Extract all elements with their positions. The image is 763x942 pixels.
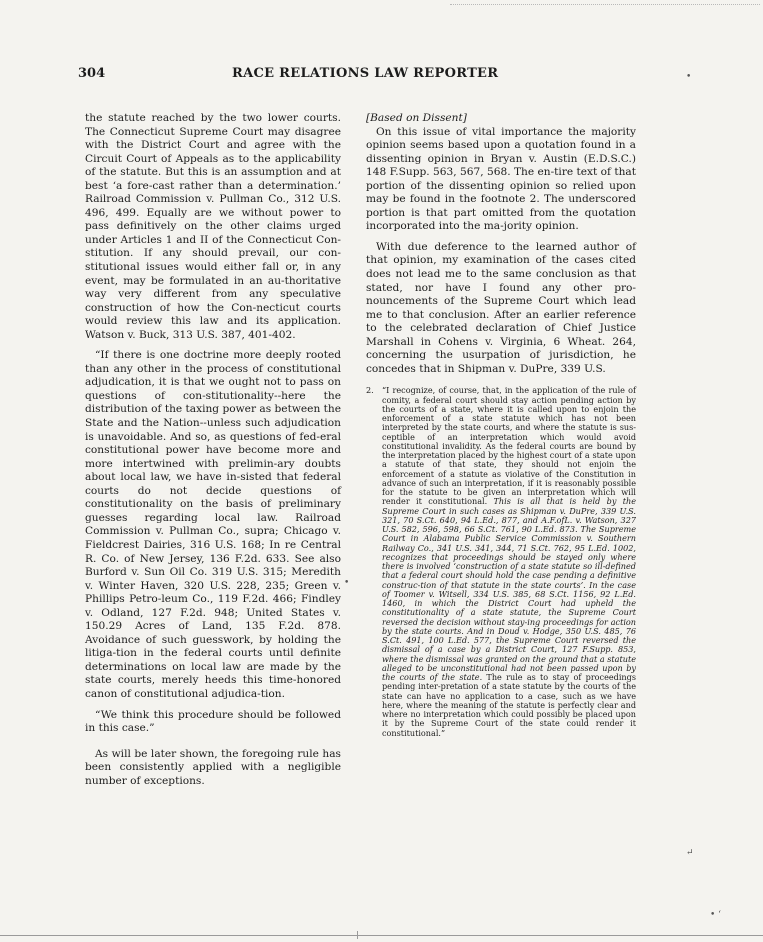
footnote-text-tail: The rule as to stay of proceedings pending inter-pretation of a state statute by the courts of the state can have no application to a case, such as we have here, where the meaning of the statute is perfectly clear and where no interpretation which could possibly be placed upon it by the Supreme Court of the state could render it constitutional.” [382, 672, 636, 738]
paragraph: On this issue of vital importance the majority opinion seems based upon a quotation found in a dissenting opinion in Bryan v. Austin (E.D.S.C.) 148 F.Supp. 563, 567, 568. The en-tire text of that portion of the dissenting opinion so relied upon may be found in the footnote 2. The underscored portion is that part omitted from the quotation incorporated into the ma-jority opinion. [366, 125, 636, 233]
bottom-rule [0, 935, 763, 936]
margin-mark: • ‘ [710, 910, 722, 920]
right-column [366, 112, 636, 738]
page-number: 304 [78, 66, 106, 81]
paragraph: “If there is one doctrine more deeply rooted than any other in the process of constitutional adjudication, it is that we ought not to pass on questions of con-stitutionality--here the distribution of the taxing power as between the State and the Nation--unless such adjudication is unavoidable. And so, as questions of fed-eral constitutional power have become more and more intertwined with prelimin-ary doubts about local law, we have in-sisted that federal courts do not decide questions of constitutionality on the basis of preliminary guesses regarding local law. Railroad Commission v. Pullman Co., supra; Chicago v. Fieldcrest Dairies, 316 U.S. 168; In re Central R. Co. of New Jersey, 136 F.2d. 633. See also Burford v. Sun Oil Co. 319 U.S. 315; Meredith v. Winter Haven, 320 U.S. 228, 235; Green v. Phillips Petro-leum Co., 119 F.2d. 466; Findley v. Odland, 127 F.2d. 948; United States v. 150.29 Acres of Land, 135 F.2d. 878. Avoidance of such guesswork, by holding the litiga-tion in the federal courts until definite determinations on local law are made by the state courts, merely heeds this time-honored canon of constitutional adjudica-tion. [85, 349, 341, 700]
bottom-tick [357, 931, 358, 939]
footnote-text-italic: This is all that is held by the Supreme Court in such cases as Shipman v. DuPre, 339 U.S. 321, 70 S.Ct. 640, 94 L.Ed., 877, and A.F.ofL. v. Watson, 327 U.S. 582, 596, 598, 66 S.Ct. 761, 90 L.Ed. 873. The Supreme Court in Alabama Public Service Commission v. Southern Railway Co., 341 U.S. 341, 344, 71 S.Ct. 762, 95 L.Ed. 1002, recognizes that proceedings should be stayed only where there is involved ‘construction of a state statute so ill-defined that a federal court should hold the case pending a definitive construc-tion of that statute in the state courts’. In the case of Toomer v. Witsell, 334 U.S. 385, 68 S.Ct. 1156, 92 L.Ed. 1460, in which the District Court had upheld the constitutionality of a state statute, the Supreme Court reversed the decision without stay-ing proceedings for action by the state courts. And in Doud v. Hodge, 350 U.S. 485, 76 S.Ct. 491, 100 L.Ed. 577, the Supreme Court reversed the dismissal of a case by a District Court, 127 F.Supp. 853, where the dismissal was granted on the ground that a statute alleged to be unconstitutional had not been passed upon by the courts of the state. [382, 496, 636, 683]
top-dotted-rule [450, 4, 760, 5]
running-head: RACE RELATIONS LAW REPORTER [232, 66, 499, 81]
margin-mark: ↵ [686, 848, 694, 858]
paragraph: With due deference to the learned author of that opinion, my examination of the cases cited does not lead me to the same conclusion as that stated, nor have I found any other pro-nouncements of the Supreme Court which lead me to that conclusion. After an earlier reference to the celebrated declaration of Chief Justice Marshall in Cohens v. Virginia, 6 Wheat. 264, concerning the usurpation of jurisdiction, he concedes that in Shipman v. DuPre, 339 U.S. [366, 240, 636, 375]
left-column [85, 112, 341, 788]
paragraph: As will be later shown, the foregoing rule has been consistently applied with a negligible number of exceptions. [85, 747, 341, 787]
footnote-text: “I recognize, of course, that, in the application of the rule of comity, a federal court should stay action pending action by the courts of a state, where it is called upon to enjoin the enforcement of a state statute which has not been interpreted by the state courts, and where the statute is sus-ceptible of an interpretation which would avoid constitutional invalidity. As the federal courts are bound by the interpretation placed by the highest court of a state upon a statute of that state, they should not enjoin the enforcement of a statute as violative of the Constitution in advance of such an interpretation, if it is reasonably possible for the statute to be given an interpretation which will render it constitutional. [382, 385, 636, 507]
section-subheading: [Based on Dissent] [366, 112, 467, 124]
footnote-number: 2. [366, 385, 374, 396]
margin-dot: • [686, 72, 692, 82]
footnote [366, 386, 636, 738]
paragraph: “We think this procedure should be followed in this case.” [85, 708, 341, 735]
margin-dot: • [344, 578, 350, 588]
paragraph: the statute reached by the two lower courts. The Connecticut Supreme Court may disagree with the District Court and agree with the Circuit Court of Appeals as to the applicability of the statute. But this is an assumption and at best ‘a fore-cast rather than a determination.’ Railroad Commission v. Pullman Co., 312 U.S. 496, 499. Equally are we without power to pass definitively on the other claims urged under Articles 1 and II of the Connecticut Con-stitution. If any should prevail, our con-stitutional issues would either fall or, in any event, may be formulated in an au-thoritative way very different from any speculative construction of how the Con-necticut courts would review this law and its application. Watson v. Buck, 313 U.S. 387, 401-402. [85, 112, 341, 341]
